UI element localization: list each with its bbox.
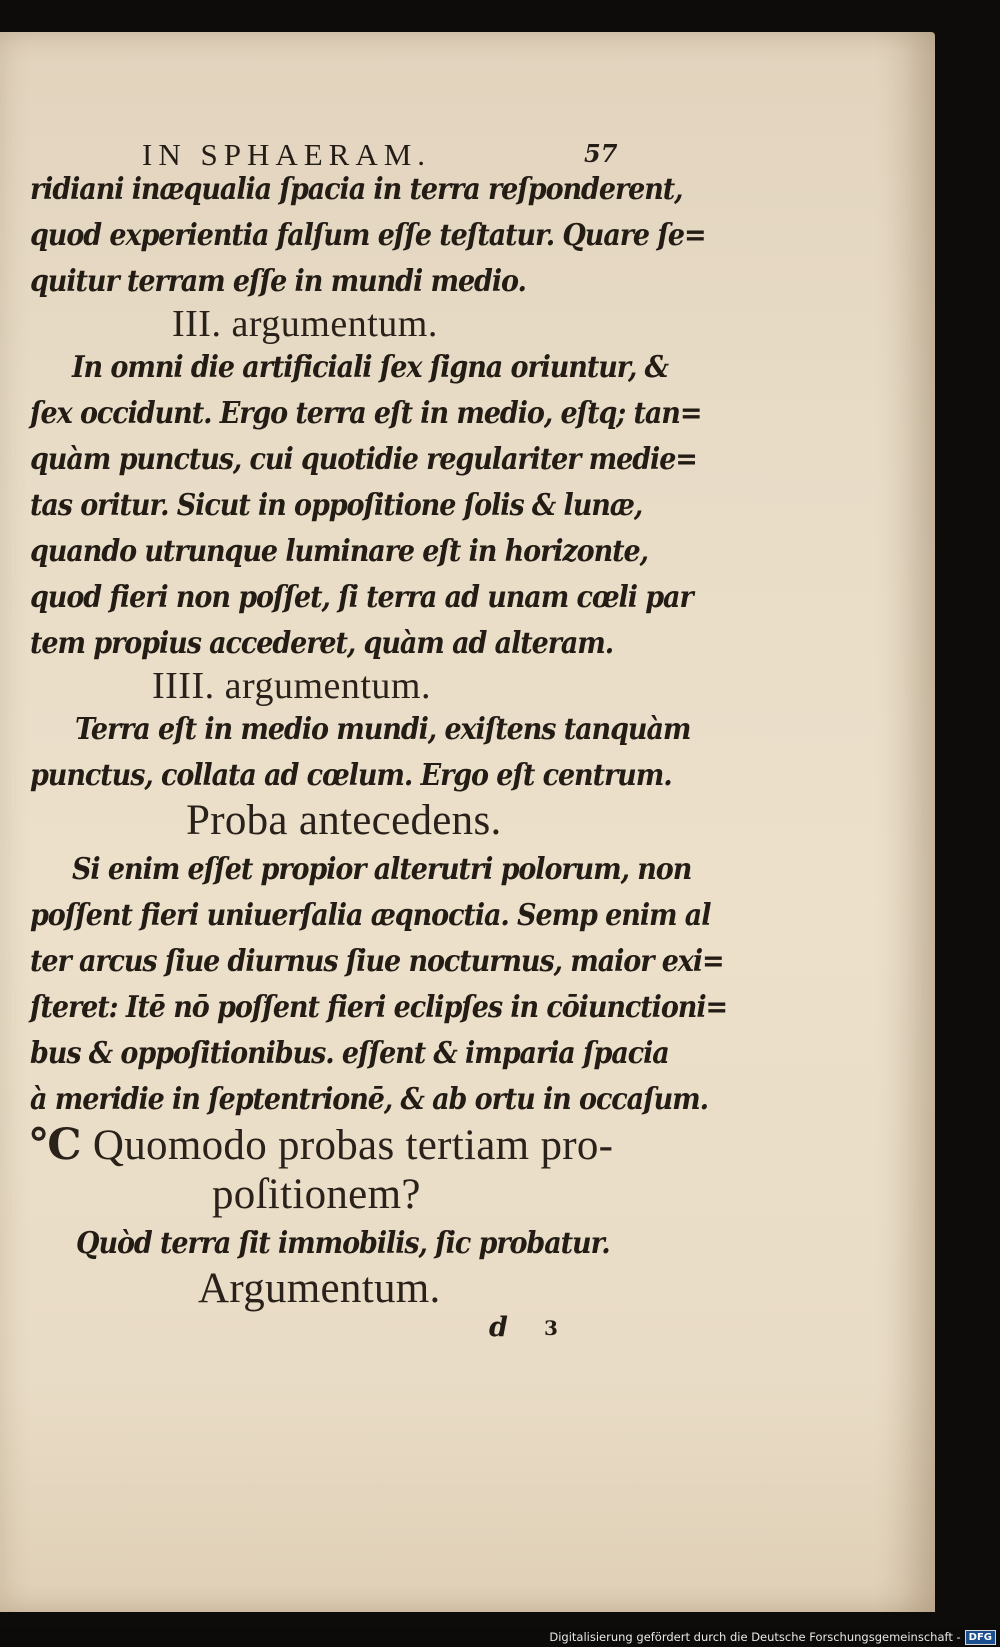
- text-line: quitur terram eſſe in mundi medio.: [30, 264, 526, 299]
- text-line: Si enim eſſet propior alterutri polorum, non: [72, 852, 692, 887]
- text-line: ſex occidunt. Ergo terra eſt in medio, eſtq; tan=: [30, 396, 702, 431]
- text-line: quod fieri non poſſet, ſi terra ad unam cœli par: [30, 580, 693, 615]
- section-heading: III. argumentum.: [172, 303, 438, 345]
- question-text: Quomodo probas tertiam pro-: [92, 1122, 614, 1169]
- text-line: punctus, collata ad cœlum. Ergo eſt centrum.: [30, 758, 672, 793]
- text-line: ridiani inæqualia ſpacia in terra reſponderent,: [30, 172, 683, 207]
- text-line: tem propius accederet, quàm ad alteram.: [30, 626, 614, 661]
- footer-bar: [0, 1627, 1000, 1647]
- text-line: Terra eſt in medio mundi, exiſtens tanquàm: [75, 712, 691, 747]
- section-heading: Proba antecedens.: [186, 797, 502, 844]
- text-line: ſteret: Itē nō poſſent fieri eclipſes in cōiunctioni=: [30, 990, 728, 1025]
- running-head: IN SPHAERAM.: [142, 137, 432, 172]
- text-line: quod experientia falſum eſſe teſtatur. Quare ſe=: [30, 218, 706, 253]
- question-line: poſitionem?: [212, 1171, 421, 1218]
- paragraph-mark: ℃: [30, 1120, 82, 1170]
- question-line: [30, 1120, 670, 1170]
- text-line: quando utrunque luminare eſt in horizonte,: [30, 534, 648, 569]
- text-line: ter arcus ſiue diurnus ſiue nocturnus, maior exi=: [30, 944, 724, 979]
- text-line: poſſent fieri uniuerſalia æqnoctia. Semp enim al: [30, 898, 711, 933]
- page-number: 57: [584, 139, 618, 168]
- section-heading: Argumentum.: [198, 1265, 441, 1312]
- text-line: à meridie in ſeptentrionē, & ab ortu in occaſum.: [30, 1082, 708, 1117]
- text-line: In omni die artificiali ſex ſigna oriuntur, &: [72, 350, 668, 385]
- book-page: [0, 32, 935, 1612]
- signature-mark: d: [489, 1312, 508, 1343]
- funding-credit: Digitalisierung gefördert durch die Deutsche Forschungsgemeinschaft -: [549, 1630, 961, 1644]
- dfg-logo: DFG: [965, 1630, 996, 1645]
- section-heading: IIII. argumentum.: [152, 665, 431, 707]
- text-line: tas oritur. Sicut in oppoſitione ſolis & lunæ,: [30, 488, 643, 523]
- text-line: bus & oppoſitionibus. eſſent & imparia ſpacia: [30, 1036, 669, 1071]
- text-line: Quòd terra ſit immobilis, ſic probatur.: [76, 1226, 610, 1261]
- signature-number: 3: [544, 1316, 558, 1340]
- text-line: quàm punctus, cui quotidie regulariter medie=: [30, 442, 697, 477]
